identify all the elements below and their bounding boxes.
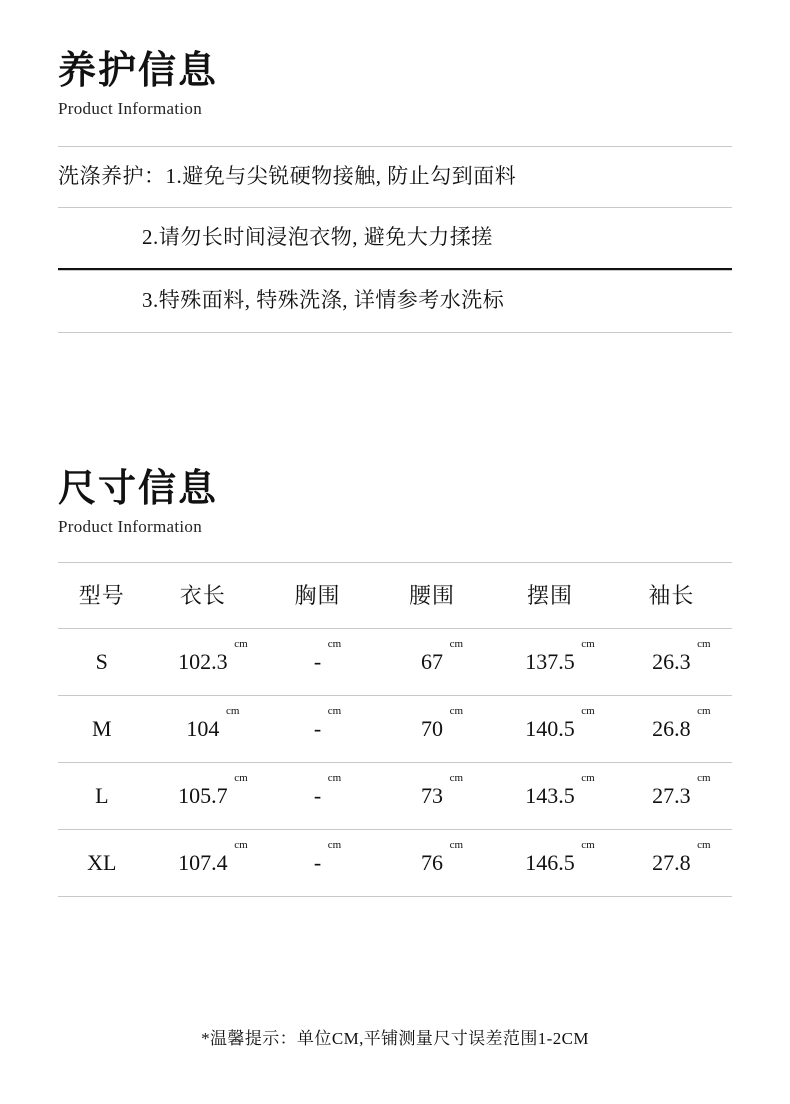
column-header-model: 型号 <box>58 562 146 628</box>
unit-label: cm <box>327 637 342 650</box>
value-text: 143.5 <box>525 782 575 808</box>
care-item-text: 1.避免与尖锐硬物接触, 防止勾到面料 <box>165 163 517 188</box>
measurement-note: *温馨提示：单位CM,平铺测量尺寸误差范围1-2CM <box>201 1029 589 1048</box>
size-section-title-cn: 尺寸信息 <box>58 468 219 510</box>
unit-label: cm <box>449 704 464 717</box>
cell-length <box>146 628 261 695</box>
care-item-text: 2.请勿长时间浸泡衣物, 避免大力揉搓 <box>142 225 493 250</box>
unit-label: cm <box>225 704 240 717</box>
cell-sleeve <box>611 695 732 762</box>
cell-sleeve <box>611 628 732 695</box>
table-row <box>58 762 732 829</box>
unit-label: cm <box>581 704 595 717</box>
unit-label: cm <box>449 771 464 784</box>
value-text: 67 <box>421 648 444 674</box>
value-text: 105.7 <box>178 782 228 808</box>
column-header-waist: 腰围 <box>375 562 490 628</box>
unit-label: cm <box>581 637 595 650</box>
column-header-sleeve: 袖长 <box>611 562 732 628</box>
unit-label: cm <box>327 838 342 851</box>
value-text: 73 <box>421 782 444 808</box>
cell-hem <box>489 695 610 762</box>
care-row <box>58 146 732 207</box>
value-text: 102.3 <box>178 648 228 674</box>
cell-bust <box>260 829 375 896</box>
cell-hem <box>489 762 610 829</box>
unit-label: cm <box>234 838 248 851</box>
column-header-hem: 摆围 <box>489 562 610 628</box>
table-header-row <box>58 562 732 628</box>
unit-label: cm <box>697 637 711 650</box>
size-information-section <box>0 466 790 897</box>
cell-model: L <box>58 762 146 829</box>
table-row <box>58 829 732 896</box>
unit-label: cm <box>697 838 711 851</box>
cell-length <box>146 829 261 896</box>
cell-sleeve <box>611 829 732 896</box>
unit-label: cm <box>327 771 342 784</box>
value-text: 107.4 <box>178 849 228 875</box>
value-text: - <box>313 648 322 674</box>
size-table-body <box>58 628 732 896</box>
unit-label: cm <box>581 771 595 784</box>
column-header-bust: 胸围 <box>260 562 375 628</box>
value-text: 76 <box>421 849 444 875</box>
column-header-length: 衣长 <box>146 562 261 628</box>
care-item-text: 3.特殊面料, 特殊洗涤, 详情参考水洗标 <box>142 288 505 313</box>
cell-sleeve <box>611 762 732 829</box>
unit-label: cm <box>449 838 464 851</box>
cell-length <box>146 695 261 762</box>
value-text: 27.8 <box>652 849 691 875</box>
unit-label: cm <box>697 771 711 784</box>
care-section-title-cn: 养护信息 <box>58 50 219 92</box>
unit-label: cm <box>697 704 711 717</box>
value-text: - <box>313 849 322 875</box>
cell-model: S <box>58 628 146 695</box>
cell-model: XL <box>58 829 146 896</box>
table-row <box>58 628 732 695</box>
table-row <box>58 695 732 762</box>
care-information-section <box>0 48 790 333</box>
care-row <box>58 270 732 332</box>
cell-waist <box>375 829 490 896</box>
value-text: 26.8 <box>652 715 691 741</box>
care-section-title-en: Product Information <box>58 98 203 118</box>
care-instruction-list <box>58 146 732 333</box>
cell-waist <box>375 762 490 829</box>
cell-bust <box>260 762 375 829</box>
unit-label: cm <box>234 771 248 784</box>
value-text: 146.5 <box>525 849 575 875</box>
unit-label: cm <box>234 637 248 650</box>
size-section-title-en: Product Information <box>58 516 203 536</box>
cell-hem <box>489 628 610 695</box>
care-label: 洗涤养护： <box>58 163 166 188</box>
care-row <box>58 207 732 270</box>
value-text: 70 <box>421 715 444 741</box>
cell-length <box>146 762 261 829</box>
value-text: 104 <box>186 715 220 741</box>
cell-model: M <box>58 695 146 762</box>
value-text: - <box>313 715 322 741</box>
size-table-header <box>58 562 732 628</box>
value-text: 137.5 <box>525 648 575 674</box>
cell-hem <box>489 829 610 896</box>
unit-label: cm <box>581 838 595 851</box>
size-table <box>58 562 732 897</box>
cell-waist <box>375 695 490 762</box>
unit-label: cm <box>327 704 342 717</box>
value-text: 27.3 <box>652 782 691 808</box>
cell-bust <box>260 628 375 695</box>
value-text: 26.3 <box>652 648 691 674</box>
unit-label: cm <box>449 637 464 650</box>
value-text: - <box>313 782 322 808</box>
cell-waist <box>375 628 490 695</box>
cell-bust <box>260 695 375 762</box>
value-text: 140.5 <box>525 715 575 741</box>
